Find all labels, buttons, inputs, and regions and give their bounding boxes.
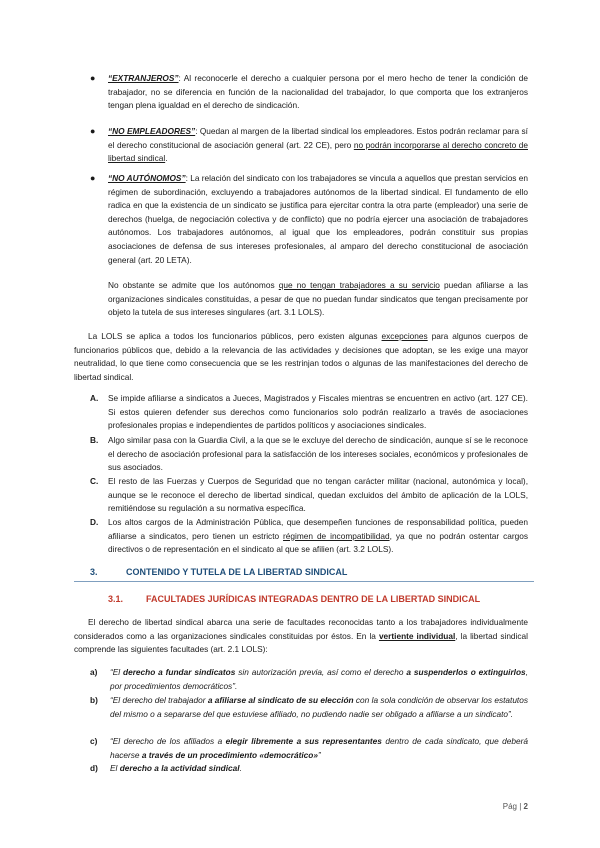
list-item-d: Los altos cargos de la Administración Pública, que desempeñen funciones de responsabilidad política, pueden afiliarse a sindicatos, pero tienen un estricto régimen de incompatibilidad, ya que no podrán ostentar cargos directivos o de representación en el sindicato al que se afilien (art. 3.2 LOLS).	[108, 517, 528, 555]
list-label: A.	[90, 393, 99, 403]
faculty-label: b)	[90, 695, 98, 705]
bullet-empleadores: “NO EMPLEADORES”: Quedan al margen de la libertad sindical los empleadores. Estos podrán reclamar para sí el derecho constitucional de asociación general (art. 22 CE), pero no podrán incorporarse al derecho concreto de libertad sindical.	[108, 126, 528, 164]
faculty-item-a: “El derecho a fundar sindicatos sin autorización previa, así como el derecho a suspenderlos o extinguirlos, por procedimientos democráticos”.	[110, 667, 528, 691]
bullet-dot: ●	[90, 73, 96, 83]
bullet-extranjeros: “EXTRANJEROS”: Al reconocerle el derecho a cualquier persona por el mero hecho de tener la condición de trabajador, no se diferencia en función de la nacionalidad del trabajador, lo que comporta que los extranjeros tengan plena igualdad en el derecho de sindicación.	[108, 73, 528, 111]
bullet-dot: ●	[90, 173, 96, 183]
subsection-number: 3.1.	[108, 594, 124, 604]
faculty-paragraph: El derecho de libertad sindical abarca una serie de facultades reconocidas tanto a los trabajadores individualmente considerados como a las organizaciones sindicales constituidas por éstos. En la vertiente individual, la libertad sindical comprende las siguientes facultades (art. 2.1 LOLS):	[74, 617, 529, 655]
faculty-label: d)	[90, 763, 98, 773]
bullet-autonomos: “NO AUTÓNOMOS”: La relación del sindicato con los trabajadores se vincula a aquellos que prestan servicios en régimen de subordinación, excluyendo a trabajadores autónomos de la libertad sindical. El fundamento de ello radica en que la existencia de un sindicato se justifica para ejercitar contra la otra parte (empleador) una serie de derechos (huelga, de negociación colectiva y de conflicto) que no podría ejercer una asociación de trabajadores autónomos. Los trabajadores autónomos, al igual que los empleadores, podrán constituir sus propias asociaciones de defensa de sus intereses profesionales, al amparo del derecho constitucional de asociación general (art. 20 LETA).	[108, 173, 529, 265]
page-number: 2	[523, 802, 528, 811]
page-footer: Pág | 2	[502, 802, 528, 811]
bullet-dot: ●	[90, 126, 96, 136]
subsection-title: FACULTADES JURÍDICAS INTEGRADAS DENTRO DE LA LIBERTAD SINDICAL	[146, 594, 481, 604]
list-label: B.	[90, 435, 99, 445]
faculty-label: c)	[90, 736, 98, 746]
list-item-c: El resto de las Fuerzas y Cuerpos de Seguridad que no tengan carácter militar (nacional, autonómica y local), aunque se le reconoce el derecho de libertad sindical, quedan excluidos del ámbito de aplicación de la LOLS, remitiéndose su regulación a su normativa específica.	[108, 476, 528, 514]
faculty-item-b: “El derecho del trabajador a afiliarse al sindicato de su elección con la sola condición de observar los estatutos del mismo o a separarse del que estuviese afiliado, no pudiendo nadie ser obligado a afiliarse a un sindicato”.	[110, 695, 528, 719]
autonomos-note: No obstante se admite que los autónomos que no tengan trabajadores a su servicio puedan afiliarse a las organizaciones sindicales constituidas, a pesar de que no puedan fundar sindicatos que tengan precisamente por objeto la tutela de sus intereses singulares (art. 3.1 LOLS).	[108, 280, 529, 318]
section-rule	[74, 581, 534, 582]
faculty-item-d: El derecho a la actividad sindical.	[110, 763, 242, 773]
section-title: CONTENIDO Y TUTELA DE LA LIBERTAD SINDICAL	[126, 567, 348, 577]
list-item-b: Algo similar pasa con la Guardia Civil, a la que se le excluye del derecho de sindicación, aunque sí se le reconoce el derecho de asociación profesional para la satisfacción de los intereses sociales, económicos y profesionales de sus asociados.	[108, 435, 528, 473]
lols-paragraph: La LOLS se aplica a todos los funcionarios públicos, pero existen algunas excepciones para algunos cuerpos de funcionarios públicos que, debido a la relevancia de las actividades y decisiones que adoptan, se les exige una mayor neutralidad, lo que tiene como consecuencia que se les restrinjan todos o algunas de las manifestaciones del derecho de libertad sindical.	[74, 331, 528, 382]
section-number: 3.	[90, 567, 98, 577]
list-label: D.	[90, 517, 99, 527]
list-item-a: Se impide afiliarse a sindicatos a Jueces, Magistrados y Fiscales mientras se encuentren en activo (art. 127 CE). Si estos quieren defender sus derechos como funcionarios solo podrán realizarlo a través de asociaciones profesionales propias e independientes de partidos políticos y asociaciones sindicales.	[108, 393, 528, 431]
faculty-item-c: “El derecho de los afiliados a elegir libremente a sus representantes dentro de cada sindicato, que deberá hacerse a través de un procedimiento «democrático»”	[110, 736, 528, 760]
faculty-label: a)	[90, 667, 98, 677]
list-label: C.	[90, 476, 99, 486]
